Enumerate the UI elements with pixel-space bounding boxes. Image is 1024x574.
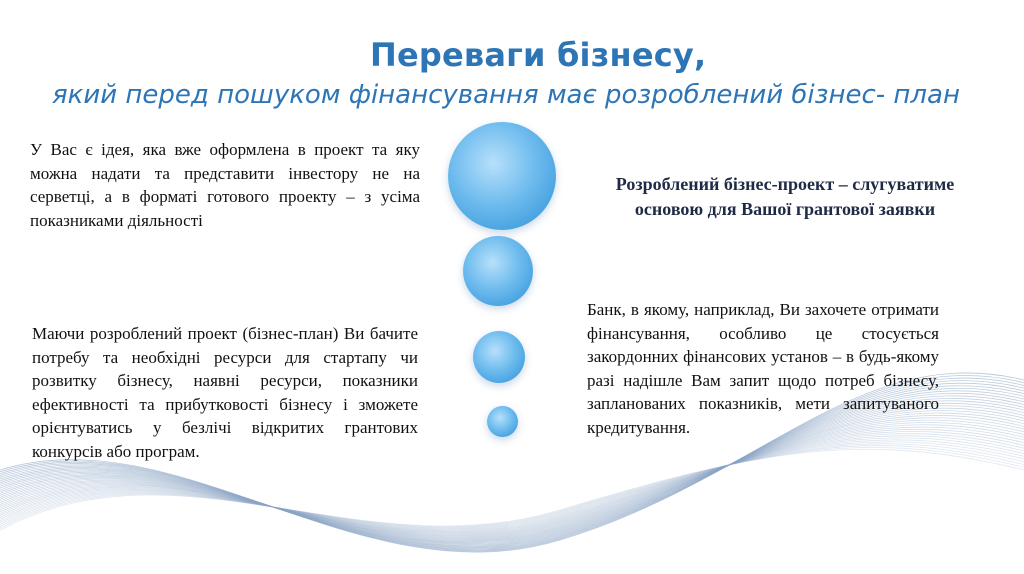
bubble-medium xyxy=(463,236,533,306)
paragraph-idea: У Вас є ідея, яка вже оформлена в проект та яку можна надати та представити інвестору не на серветці, а в форматі готового проекту – з усіма показниками діяльності xyxy=(30,140,420,230)
paragraph-project: Маючи розроблений проект (бізнес-план) Ви бачите потребу та необхідні ресурси для стартапу чи розвитку бізнесу, наявні ресурси, показники ефективності та прибутковості бізнесу і зможете орієнтуватись у безлічі відкритих грантових конкурсів або програм. xyxy=(32,324,418,461)
slide-subtitle: який перед пошуком фінансування має розроблений бізнес- план xyxy=(52,80,960,110)
bubble-tiny xyxy=(487,406,518,437)
bubble-small xyxy=(473,331,525,383)
paragraph-bank: Банк, в якому, наприклад, Ви захочете отримати фінансування, особливо це стосується закордонних фінансових установ – в будь-якому разі надішле Вам запит щодо потреб бізнесу, запланованих показників, мети запитуваного кредитування. xyxy=(587,300,939,437)
slide-title: Переваги бізнесу, xyxy=(370,36,707,74)
highlight-statement: Розроблений бізнес-проект – слугуватиме основою для Вашої грантової заявки xyxy=(615,174,955,219)
bubble-large xyxy=(448,122,556,230)
